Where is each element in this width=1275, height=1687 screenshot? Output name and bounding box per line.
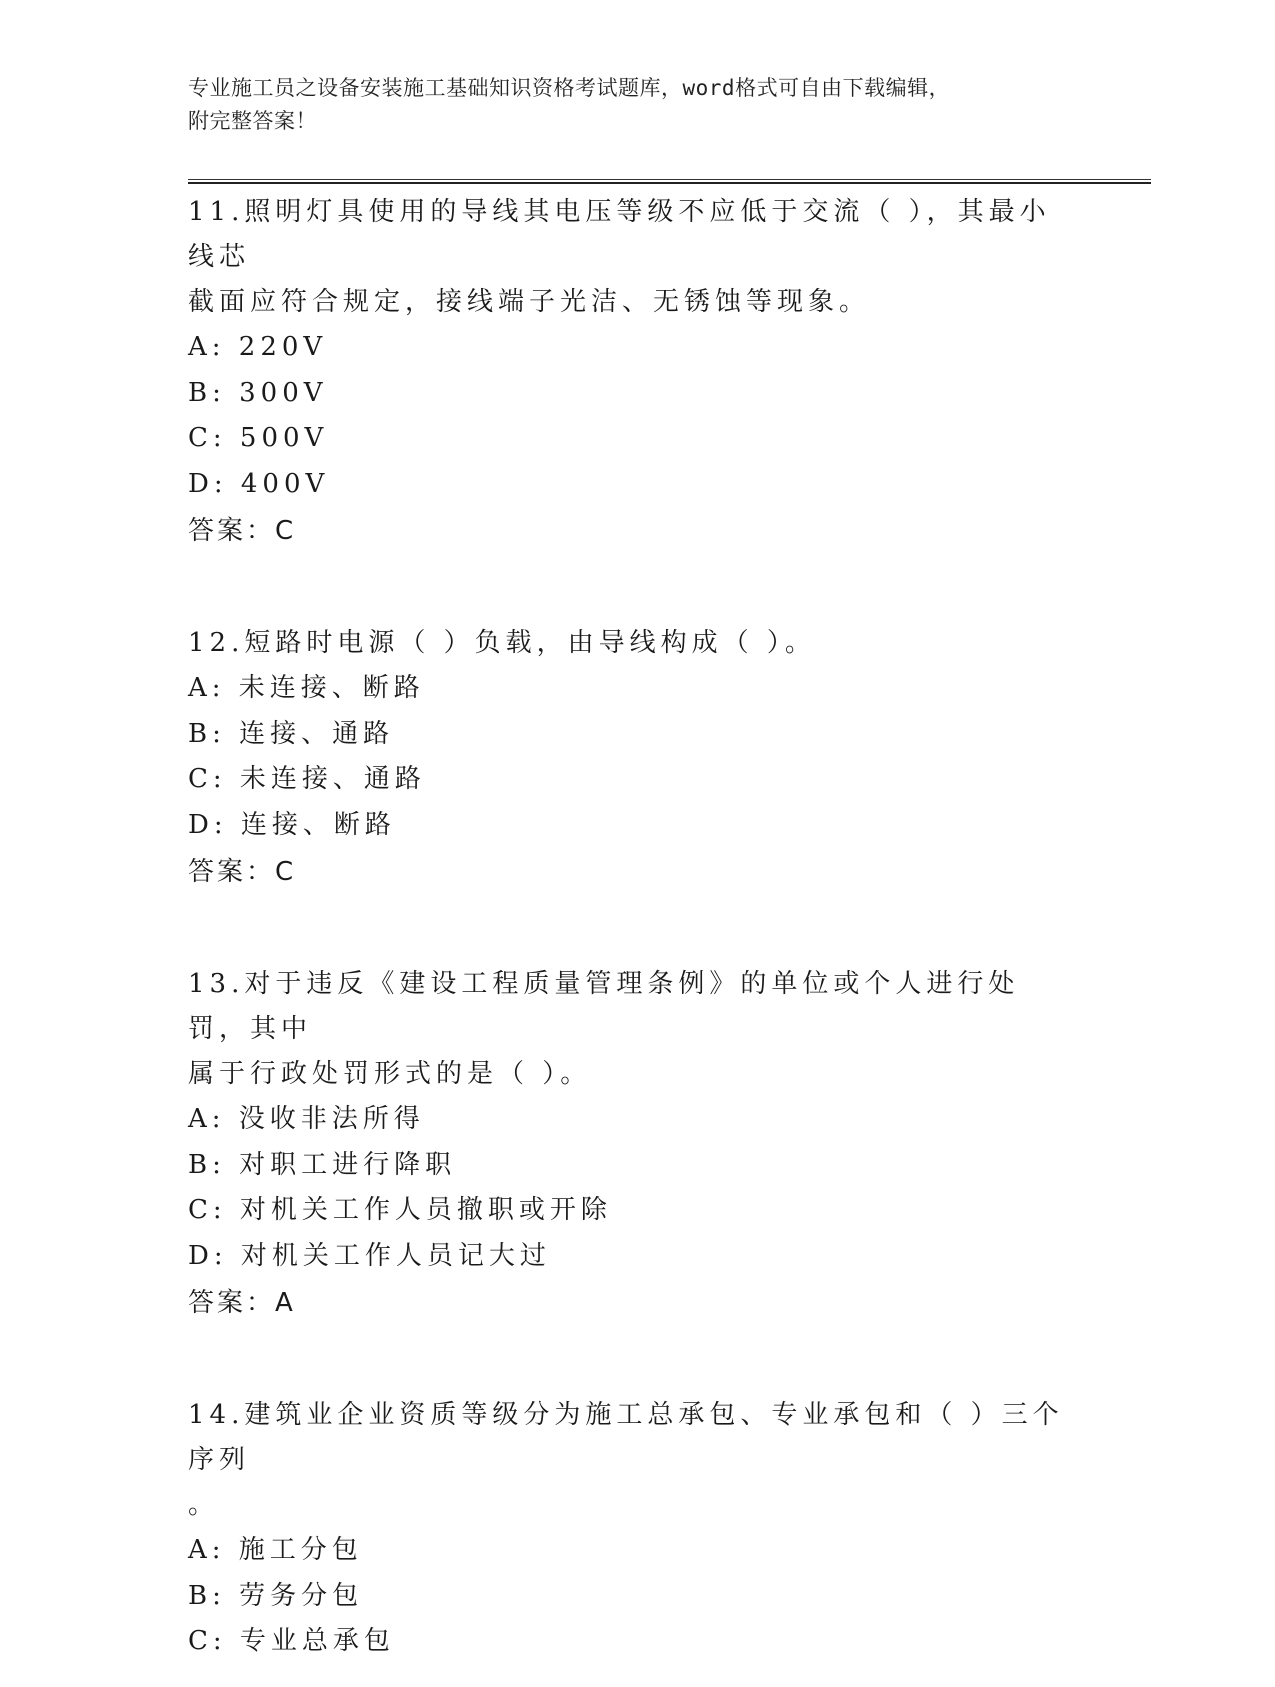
answer-line: 答案：C bbox=[188, 516, 297, 546]
question-stem-line: 12.短路时电源（ ）负载，由导线构成（ ）。 bbox=[188, 628, 816, 658]
option-c: C: 未连接、通路 bbox=[188, 764, 426, 794]
question-stem-line: 属于行政处罚形式的是（ ）。 bbox=[188, 1059, 592, 1089]
option-b: B: 300V bbox=[188, 377, 328, 408]
answer-line: 答案：C bbox=[188, 857, 297, 887]
question-stem-line: 14.建筑业企业资质等级分为施工总承包、专业承包和（ ）三个序列 bbox=[188, 1400, 1064, 1475]
answer-line: 答案：A bbox=[188, 1288, 296, 1318]
option-c: C: 500V bbox=[188, 423, 329, 453]
option-b: B: 劳务分包 bbox=[188, 1580, 364, 1611]
question-stem-line: 11.照明灯具使用的导线其电压等级不应低于交流（ ），其最小线芯 bbox=[188, 197, 1051, 272]
question-14 bbox=[188, 1393, 1068, 1665]
question-list bbox=[188, 190, 1068, 1687]
question-spacer bbox=[188, 577, 1068, 621]
question-stem-line: 13.对于违反《建设工程质量管理条例》的单位或个人进行处罚，其中 bbox=[188, 969, 1020, 1044]
option-a: A: 没收非法所得 bbox=[188, 1104, 425, 1134]
option-d: D: 对机关工作人员记大过 bbox=[188, 1240, 551, 1271]
option-a: A: 未连接、断路 bbox=[188, 673, 425, 703]
option-d: D: 连接、断路 bbox=[188, 809, 396, 840]
header-divider-thin bbox=[188, 179, 1151, 180]
header-line-2: 附完整答案！ bbox=[188, 109, 317, 133]
option-a: A: 施工分包 bbox=[188, 1535, 363, 1565]
question-spacer bbox=[188, 1349, 1068, 1393]
question-12 bbox=[188, 621, 1068, 896]
option-b: B: 对职工进行降职 bbox=[188, 1149, 457, 1180]
option-a: A: 220V bbox=[188, 332, 328, 362]
question-11 bbox=[188, 190, 1068, 555]
header-divider-thick bbox=[188, 182, 1151, 184]
header-line-1: 专业施工员之设备安装施工基础知识资格考试题库，word格式可自由下载编辑， bbox=[188, 76, 951, 100]
question-spacer bbox=[188, 918, 1068, 962]
question-13 bbox=[188, 962, 1068, 1327]
option-c: C: 专业总承包 bbox=[188, 1626, 395, 1656]
document-header bbox=[188, 72, 1068, 138]
option-b: B: 连接、通路 bbox=[188, 718, 395, 749]
option-c: C: 对机关工作人员撤职或开除 bbox=[188, 1195, 612, 1225]
question-stem-line: 。 bbox=[188, 1490, 220, 1520]
question-stem-line: 截面应符合规定，接线端子光洁、无锈蚀等现象。 bbox=[188, 287, 871, 317]
option-d: D: 400V bbox=[188, 468, 330, 499]
